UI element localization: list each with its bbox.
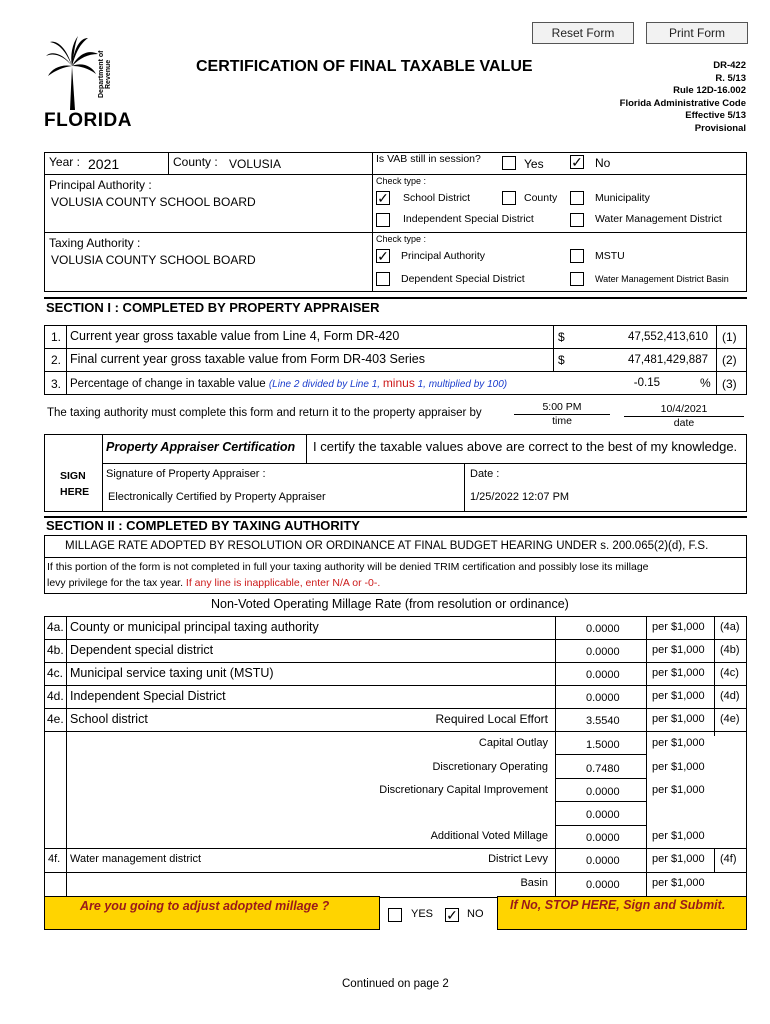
check-type-label-2: Check type : — [376, 234, 427, 244]
adjust-no-checkbox[interactable]: ✓ — [446, 907, 458, 923]
principal-authority-label: Principal Authority — [401, 250, 486, 262]
basin-per: per $1,000 — [652, 877, 705, 889]
form-title: CERTIFICATION OF FINAL TAXABLE VALUE — [196, 58, 533, 75]
signature-field[interactable]: Electronically Certified by Property Appraiser — [108, 491, 326, 503]
dept-revenue-text: Department of Revenue — [98, 50, 112, 98]
line2-dollar: $ — [558, 353, 565, 367]
adjust-yes-checkbox[interactable] — [388, 908, 402, 922]
discretionary-capital-value[interactable]: 0.0000 — [586, 786, 620, 798]
dsd-label: Dependent Special District — [401, 273, 525, 285]
print-form-button[interactable]: Print Form — [646, 22, 748, 44]
row-ref: (4e) — [720, 713, 740, 725]
taxing-field[interactable]: VOLUSIA COUNTY SCHOOL BOARD — [51, 253, 256, 267]
section2-heading: SECTION II : COMPLETED BY TAXING AUTHORITY — [46, 518, 360, 533]
form-status: Provisional — [694, 122, 746, 134]
municipality-checkbox[interactable] — [570, 191, 584, 205]
municipality-label: Municipality — [595, 192, 650, 204]
year-field[interactable]: 2021 — [88, 156, 120, 172]
line1-value[interactable]: 47,552,413,610 — [628, 331, 708, 343]
warning-line2 — [47, 577, 380, 589]
isd-checkbox[interactable] — [376, 213, 390, 227]
row-sub-label: Required Local Effort — [435, 712, 548, 726]
blank-millage-value[interactable]: 0.0000 — [586, 809, 620, 821]
return-date-value[interactable]: 10/4/2021 — [660, 403, 708, 415]
row-value[interactable]: 0.0000 — [586, 623, 620, 635]
row-num: 4e. — [47, 712, 64, 726]
row-per: per $1,000 — [652, 667, 705, 679]
principal-field[interactable]: VOLUSIA COUNTY SCHOOL BOARD — [51, 195, 256, 209]
wmd-basin-label: Water Management District Basin — [595, 274, 729, 284]
year-label: Year : — [49, 155, 80, 169]
wmd-label: Water Management District — [595, 213, 722, 225]
vab-no-checkbox[interactable]: ✓ — [571, 154, 583, 170]
row-ref: (4b) — [720, 644, 740, 656]
line3-value[interactable]: -0.15 — [633, 377, 660, 389]
mstu-label: MSTU — [595, 250, 625, 262]
line3-pct: % — [700, 376, 711, 390]
return-deadline-text: The taxing authority must complete this form and return it to the property appraiser by — [47, 407, 482, 419]
cert-date-label: Date : — [470, 468, 500, 480]
line2-value[interactable]: 47,481,429,887 — [628, 354, 708, 366]
line3-label — [70, 376, 507, 390]
return-time-value[interactable]: 5:00 PM — [542, 401, 582, 413]
discretionary-capital-label: Discretionary Capital Improvement — [379, 784, 548, 796]
form-number: DR-422 — [713, 60, 746, 71]
isd-label: Independent Special District — [403, 213, 534, 225]
reset-form-button[interactable]: Reset Form — [532, 22, 634, 44]
adjust-yes-label: YES — [411, 908, 434, 920]
line1-dollar: $ — [558, 330, 565, 344]
row-value[interactable]: 0.0000 — [586, 692, 620, 704]
line3-num: 3. — [51, 377, 62, 391]
school-district-checkbox[interactable]: ✓ — [377, 190, 389, 206]
row-value[interactable]: 3.5540 — [586, 715, 620, 727]
county-checkbox[interactable] — [502, 191, 516, 205]
line3-ref: (3) — [722, 377, 737, 391]
county-label: County : — [173, 155, 218, 169]
florida-logo-text: FLORIDA — [44, 110, 132, 131]
row-label: Dependent special district — [70, 643, 214, 657]
cert-date-field[interactable]: 1/25/2022 12:07 PM — [470, 491, 570, 503]
row-value[interactable]: 0.0000 — [586, 669, 620, 681]
basin-label: Basin — [520, 877, 548, 889]
row-ref: (4c) — [720, 667, 739, 679]
line1-num: 1. — [51, 330, 62, 344]
additional-voted-per: per $1,000 — [652, 830, 705, 842]
row-per: per $1,000 — [652, 690, 705, 702]
dsd-checkbox[interactable] — [376, 272, 390, 286]
form-code: Florida Administrative Code — [619, 97, 746, 109]
row-label: School district — [70, 712, 148, 726]
warning-line2-main: levy privilege for the tax year. — [47, 577, 186, 589]
nonvoted-heading: Non-Voted Operating Millage Rate (from resolution or ordinance) — [211, 597, 569, 611]
sign-label-2: HERE — [60, 486, 90, 498]
line1-ref: (1) — [722, 330, 737, 344]
discretionary-operating-label: Discretionary Operating — [432, 761, 548, 773]
row-num: 4b. — [47, 643, 64, 657]
mstu-checkbox[interactable] — [570, 249, 584, 263]
row-num: 4d. — [47, 689, 64, 703]
continued-footer: Continued on page 2 — [342, 978, 449, 990]
line2-num: 2. — [51, 353, 62, 367]
line2-ref: (2) — [722, 353, 737, 367]
district-levy-value[interactable]: 0.0000 — [586, 855, 620, 867]
additional-voted-value[interactable]: 0.0000 — [586, 832, 620, 844]
wmd-basin-checkbox[interactable] — [570, 272, 584, 286]
line1-label: Current year gross taxable value from Line 4, Form DR-420 — [70, 329, 400, 343]
county-type-label: County — [524, 192, 558, 204]
additional-voted-label: Additional Voted Millage — [430, 830, 548, 842]
line3-label-minus: minus — [382, 376, 415, 390]
return-date-label: date — [673, 417, 695, 429]
vab-yes-label: Yes — [524, 157, 544, 171]
discretionary-operating-per: per $1,000 — [652, 761, 705, 773]
district-levy-label: District Levy — [488, 853, 548, 865]
line3-label-hint2: 1, multiplied by 100) — [414, 379, 508, 390]
row-per: per $1,000 — [652, 644, 705, 656]
adjust-no-label: NO — [467, 908, 484, 920]
row-label: Independent Special District — [70, 689, 226, 703]
form-effective: Effective 5/13 — [685, 110, 746, 121]
taxing-label: Taxing Authority : — [49, 236, 141, 250]
discretionary-operating-value[interactable]: 0.7480 — [586, 763, 620, 775]
row-ref: (4a) — [720, 621, 740, 633]
row-num: 4a. — [47, 620, 64, 634]
line3-label-hint: (Line 2 divided by Line 1, — [268, 379, 383, 390]
millage-heading: MILLAGE RATE ADOPTED BY RESOLUTION OR ORDINANCE AT FINAL BUDGET HEARING UNDER s. 200.065(2)(d), F.S. — [65, 540, 709, 552]
wmd-checkbox[interactable] — [570, 213, 584, 227]
signature-label: Signature of Property Appraiser : — [106, 468, 266, 480]
section1-heading: SECTION I : COMPLETED BY PROPERTY APPRAISER — [46, 300, 380, 315]
row-value[interactable]: 0.0000 — [586, 646, 620, 658]
line2-label: Final current year gross taxable value from Form DR-403 Series — [70, 352, 425, 366]
return-time-label: time — [552, 415, 572, 427]
capital-outlay-per: per $1,000 — [652, 737, 705, 749]
capital-outlay-label: Capital Outlay — [478, 737, 548, 749]
row-4f-ref: (4f) — [720, 853, 737, 865]
vab-question: Is VAB still in session? — [376, 153, 481, 165]
form-rule: Rule 12D-16.002 — [673, 85, 746, 96]
discretionary-capital-per: per $1,000 — [652, 784, 705, 796]
cert-text: I certify the taxable values above are correct to the best of my knowledge. — [313, 439, 738, 454]
basin-value[interactable]: 0.0000 — [586, 879, 620, 891]
row-label: Municipal service taxing unit (MSTU) — [70, 666, 274, 680]
school-district-label: School District — [403, 192, 471, 204]
principal-authority-checkbox[interactable]: ✓ — [377, 248, 389, 264]
principal-label: Principal Authority : — [49, 178, 152, 192]
row-4f-label: Water management district — [70, 853, 202, 865]
stop-here-text: If No, STOP HERE, Sign and Submit. — [510, 898, 726, 912]
adjust-question: Are you going to adjust adopted millage ? — [80, 899, 330, 913]
line3-label-main: Percentage of change in taxable value — [70, 378, 269, 390]
form-revision: R. 5/13 — [715, 72, 746, 84]
check-type-label-1: Check type : — [376, 176, 427, 186]
row-4f-num: 4f. — [48, 853, 61, 865]
row-per: per $1,000 — [652, 621, 705, 633]
cert-heading: Property Appraiser Certification — [106, 440, 296, 454]
sign-label-1: SIGN — [60, 470, 86, 482]
palm-tree-logo — [44, 36, 100, 110]
form-info — [620, 60, 746, 135]
row-ref: (4d) — [720, 690, 740, 702]
county-field[interactable]: VOLUSIA — [229, 157, 282, 171]
warning-line1: If this portion of the form is not completed in full your taxing authority will be denied TRIM certification and possibly lose its millage — [47, 561, 649, 573]
row-per: per $1,000 — [652, 713, 705, 725]
district-levy-per: per $1,000 — [652, 853, 705, 865]
warning-line2-red: If any line is inapplicable, enter N/A or -0-. — [185, 577, 381, 589]
vab-yes-checkbox[interactable] — [502, 156, 516, 170]
capital-outlay-value[interactable]: 1.5000 — [586, 739, 620, 751]
row-label: County or municipal principal taxing authority — [70, 620, 319, 634]
vab-no-label: No — [595, 156, 611, 170]
row-num: 4c. — [47, 666, 64, 680]
